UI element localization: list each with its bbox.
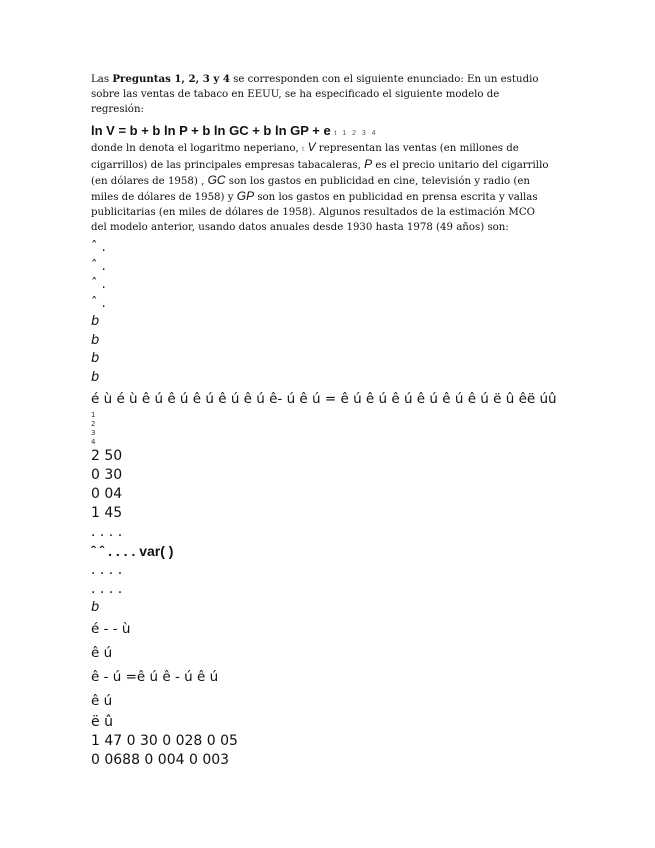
index-2: 2 xyxy=(91,420,96,428)
desc-part4: son los gastos en publicidad en cine, televisión y radio (en miles de dólares de 1958) y xyxy=(91,176,530,203)
desc-symbol-gc: GC xyxy=(207,173,226,187)
regression-formula xyxy=(91,123,551,138)
beta-line-2: b xyxy=(91,332,100,348)
hat-line-2: ˆ . xyxy=(91,258,106,274)
index-1: 1 xyxy=(91,411,96,419)
value-line-2: 0 30 xyxy=(91,467,123,483)
index-3: 3 xyxy=(91,429,96,437)
beta-line-1: b xyxy=(91,314,100,329)
desc-symbol-gp: GP xyxy=(236,189,255,203)
dots-line-1: . . . . xyxy=(91,524,123,540)
desc-part3: es el precio unitario del cigarrillo (en dólares de 1958) , xyxy=(91,160,549,187)
matrix-line-2: ê ú xyxy=(91,645,113,661)
hat-line-4: ˆ . xyxy=(91,295,106,311)
document-page xyxy=(91,72,557,770)
desc-part1: donde ln denota el logaritmo neperiano, xyxy=(91,143,302,154)
desc-sub-t-v: t xyxy=(302,146,305,153)
beta-line-3: b xyxy=(91,351,100,366)
variance-line: ˆ ˆ . . . . var( ) xyxy=(91,543,174,559)
matrix-values-row-1: 1 47 0 30 0 028 0 05 xyxy=(91,733,238,749)
intro-prefix: Las xyxy=(91,74,113,85)
hat-line-1: ˆ . xyxy=(91,240,106,255)
value-line-4: 1 45 xyxy=(91,505,123,521)
desc-symbol-p: P xyxy=(364,157,373,171)
matrix-line-5: ë û xyxy=(91,714,113,730)
matrix-line-4: ê ú xyxy=(91,693,113,709)
dots-line-3: . . . . xyxy=(91,580,123,597)
intro-paragraph xyxy=(91,72,551,117)
matrix-bracket-row: é ù é ù ê ú ê ú ê ú ê ú ê ú ê- ú ê ú = ê ú ê ú ê ú ê ú ê ú ê ú ë û êë úû xyxy=(91,391,557,407)
intro-bold-questions: Preguntas 1, 2, 3 y 4 xyxy=(112,73,230,85)
matrix-line-1: é - - ù xyxy=(91,621,131,637)
beta-line-4: b xyxy=(91,369,100,385)
dots-line-2: . . . . xyxy=(91,561,123,578)
intro-suffix: se corresponden con el siguiente enunciado: En un estudio sobre las ventas de tabaco en EEUU, se ha especificado el siguiente modelo de regresión: xyxy=(91,74,539,115)
index-4: 4 xyxy=(91,438,96,446)
desc-symbol-v: V xyxy=(307,140,316,154)
garbled-equation-block xyxy=(91,239,557,770)
desc-part5: son los gastos en publicidad en prensa escrita y vallas publicitarias (en miles de dólares de 1958). Algunos resultados de la estimación MCO del modelo anterior, usando datos anuales desde 1930 hasta 1978 (49 años) son: xyxy=(91,192,538,233)
matrix-line-3: ê - ú =ê ú ê - ú ê ú xyxy=(91,669,219,685)
value-line-1: 2 50 xyxy=(91,448,123,464)
formula-text: ln V = b + b ln P + b ln GC + b ln GP + e xyxy=(91,123,331,138)
matrix-values-row-2: 0 0688 0 004 0 003 xyxy=(91,752,230,768)
value-line-3: 0 04 xyxy=(91,486,123,502)
hat-line-3: ˆ . xyxy=(91,277,106,292)
formula-subscripts: t 1 2 3 4 xyxy=(334,130,378,137)
variable-description xyxy=(91,140,551,235)
desc-part2: representan las ventas (en millones de cigarrillos) de las principales empresas tabacaleras, xyxy=(91,143,519,171)
beta-line-5: b xyxy=(91,599,100,615)
